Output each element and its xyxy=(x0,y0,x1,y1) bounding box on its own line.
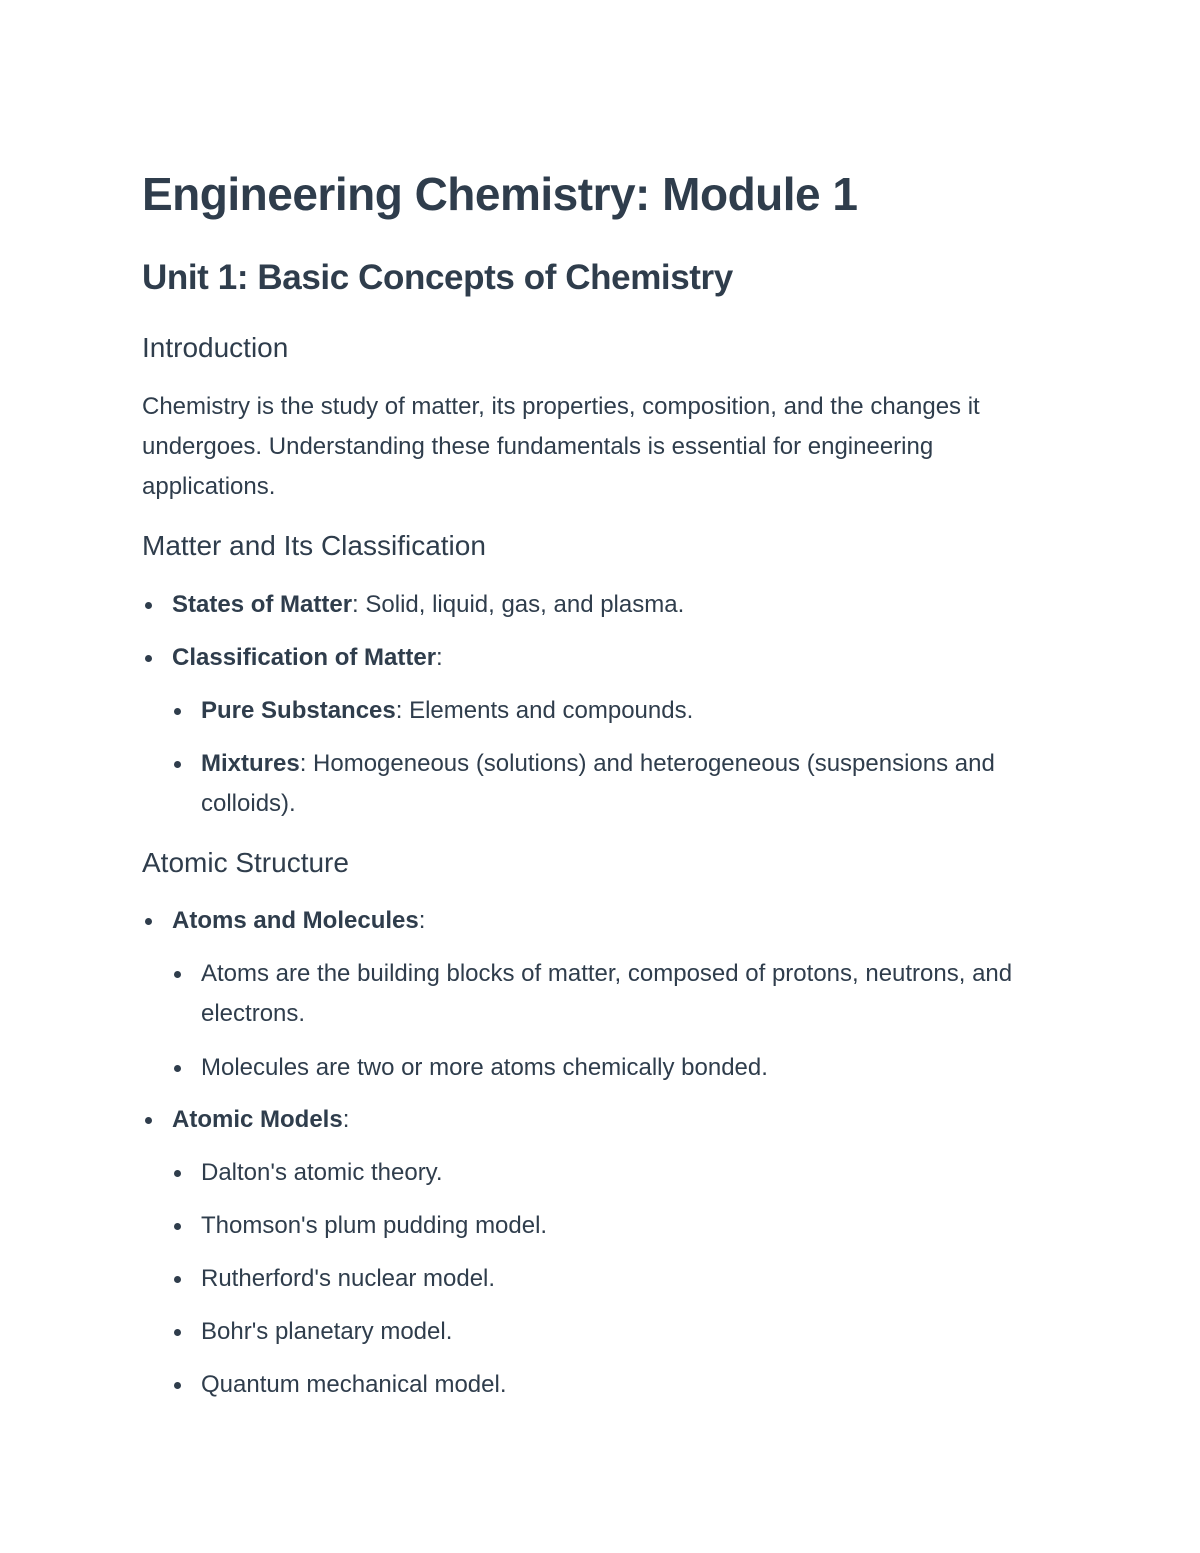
bullet-icon xyxy=(174,1065,181,1072)
bullet-icon xyxy=(174,971,181,978)
list-item-atoms-definition: Atoms are the building blocks of matter, composed of protons, neutrons, and electrons. xyxy=(201,960,1013,1027)
introduction-paragraph: Chemistry is the study of matter, its properties, composition, and the changes it undergoes. Understanding these fundamentals is essential for engineering applications. xyxy=(142,393,980,500)
atomic-structure-heading: Atomic Structure xyxy=(142,847,349,878)
bullet-icon xyxy=(174,1223,181,1230)
list-item-text: : xyxy=(436,644,443,671)
list-item-label: Atoms and Molecules xyxy=(172,907,419,934)
list-item-label: Pure Substances xyxy=(201,697,396,724)
list-item-molecules-definition: Molecules are two or more atoms chemically bonded. xyxy=(201,1054,768,1081)
list-item-model: Thomson's plum pudding model. xyxy=(201,1212,548,1239)
matter-heading: Matter and Its Classification xyxy=(142,530,486,561)
bullet-icon xyxy=(145,602,152,609)
list-item-text: : xyxy=(342,1106,350,1133)
list-item-model: Dalton's atomic theory. xyxy=(201,1159,443,1186)
bullet-icon xyxy=(174,1276,181,1283)
bullet-icon xyxy=(174,708,181,715)
list-item-label: Atomic Models xyxy=(172,1106,343,1133)
bullet-icon xyxy=(145,655,152,662)
bullet-icon xyxy=(174,1170,181,1177)
bullet-icon xyxy=(145,918,152,925)
document-title: Engineering Chemistry: Module 1 xyxy=(142,168,858,220)
list-item-label: Mixtures xyxy=(201,750,300,777)
introduction-heading: Introduction xyxy=(142,332,289,363)
list-item-pure-substances xyxy=(201,691,1061,731)
list-item-label: States of Matter xyxy=(172,591,353,618)
list-item-text: : xyxy=(418,907,426,934)
list-item-text: : Homogeneous (solutions) and heterogeneous (suspensions and colloids). xyxy=(201,750,995,817)
bullet-icon xyxy=(174,1382,181,1389)
list-item-atoms-and-molecules xyxy=(172,901,1052,941)
list-item-label: Classification of Matter xyxy=(172,644,437,671)
list-item-model: Rutherford's nuclear model. xyxy=(201,1265,496,1292)
list-item-text: : Solid, liquid, gas, and plasma. xyxy=(352,591,685,618)
list-item-atomic-models xyxy=(172,1100,1052,1140)
unit-title: Unit 1: Basic Concepts of Chemistry xyxy=(142,258,733,297)
list-item-states-of-matter xyxy=(172,585,1052,625)
list-item-text: : Elements and compounds. xyxy=(395,697,694,724)
list-item-model: Quantum mechanical model. xyxy=(201,1371,507,1398)
list-item-model: Bohr's planetary model. xyxy=(201,1318,453,1345)
list-item-classification-of-matter xyxy=(172,638,1052,678)
bullet-icon xyxy=(145,1117,152,1124)
bullet-icon xyxy=(174,1329,181,1336)
bullet-icon xyxy=(174,761,181,768)
list-item-mixtures xyxy=(201,744,1061,824)
